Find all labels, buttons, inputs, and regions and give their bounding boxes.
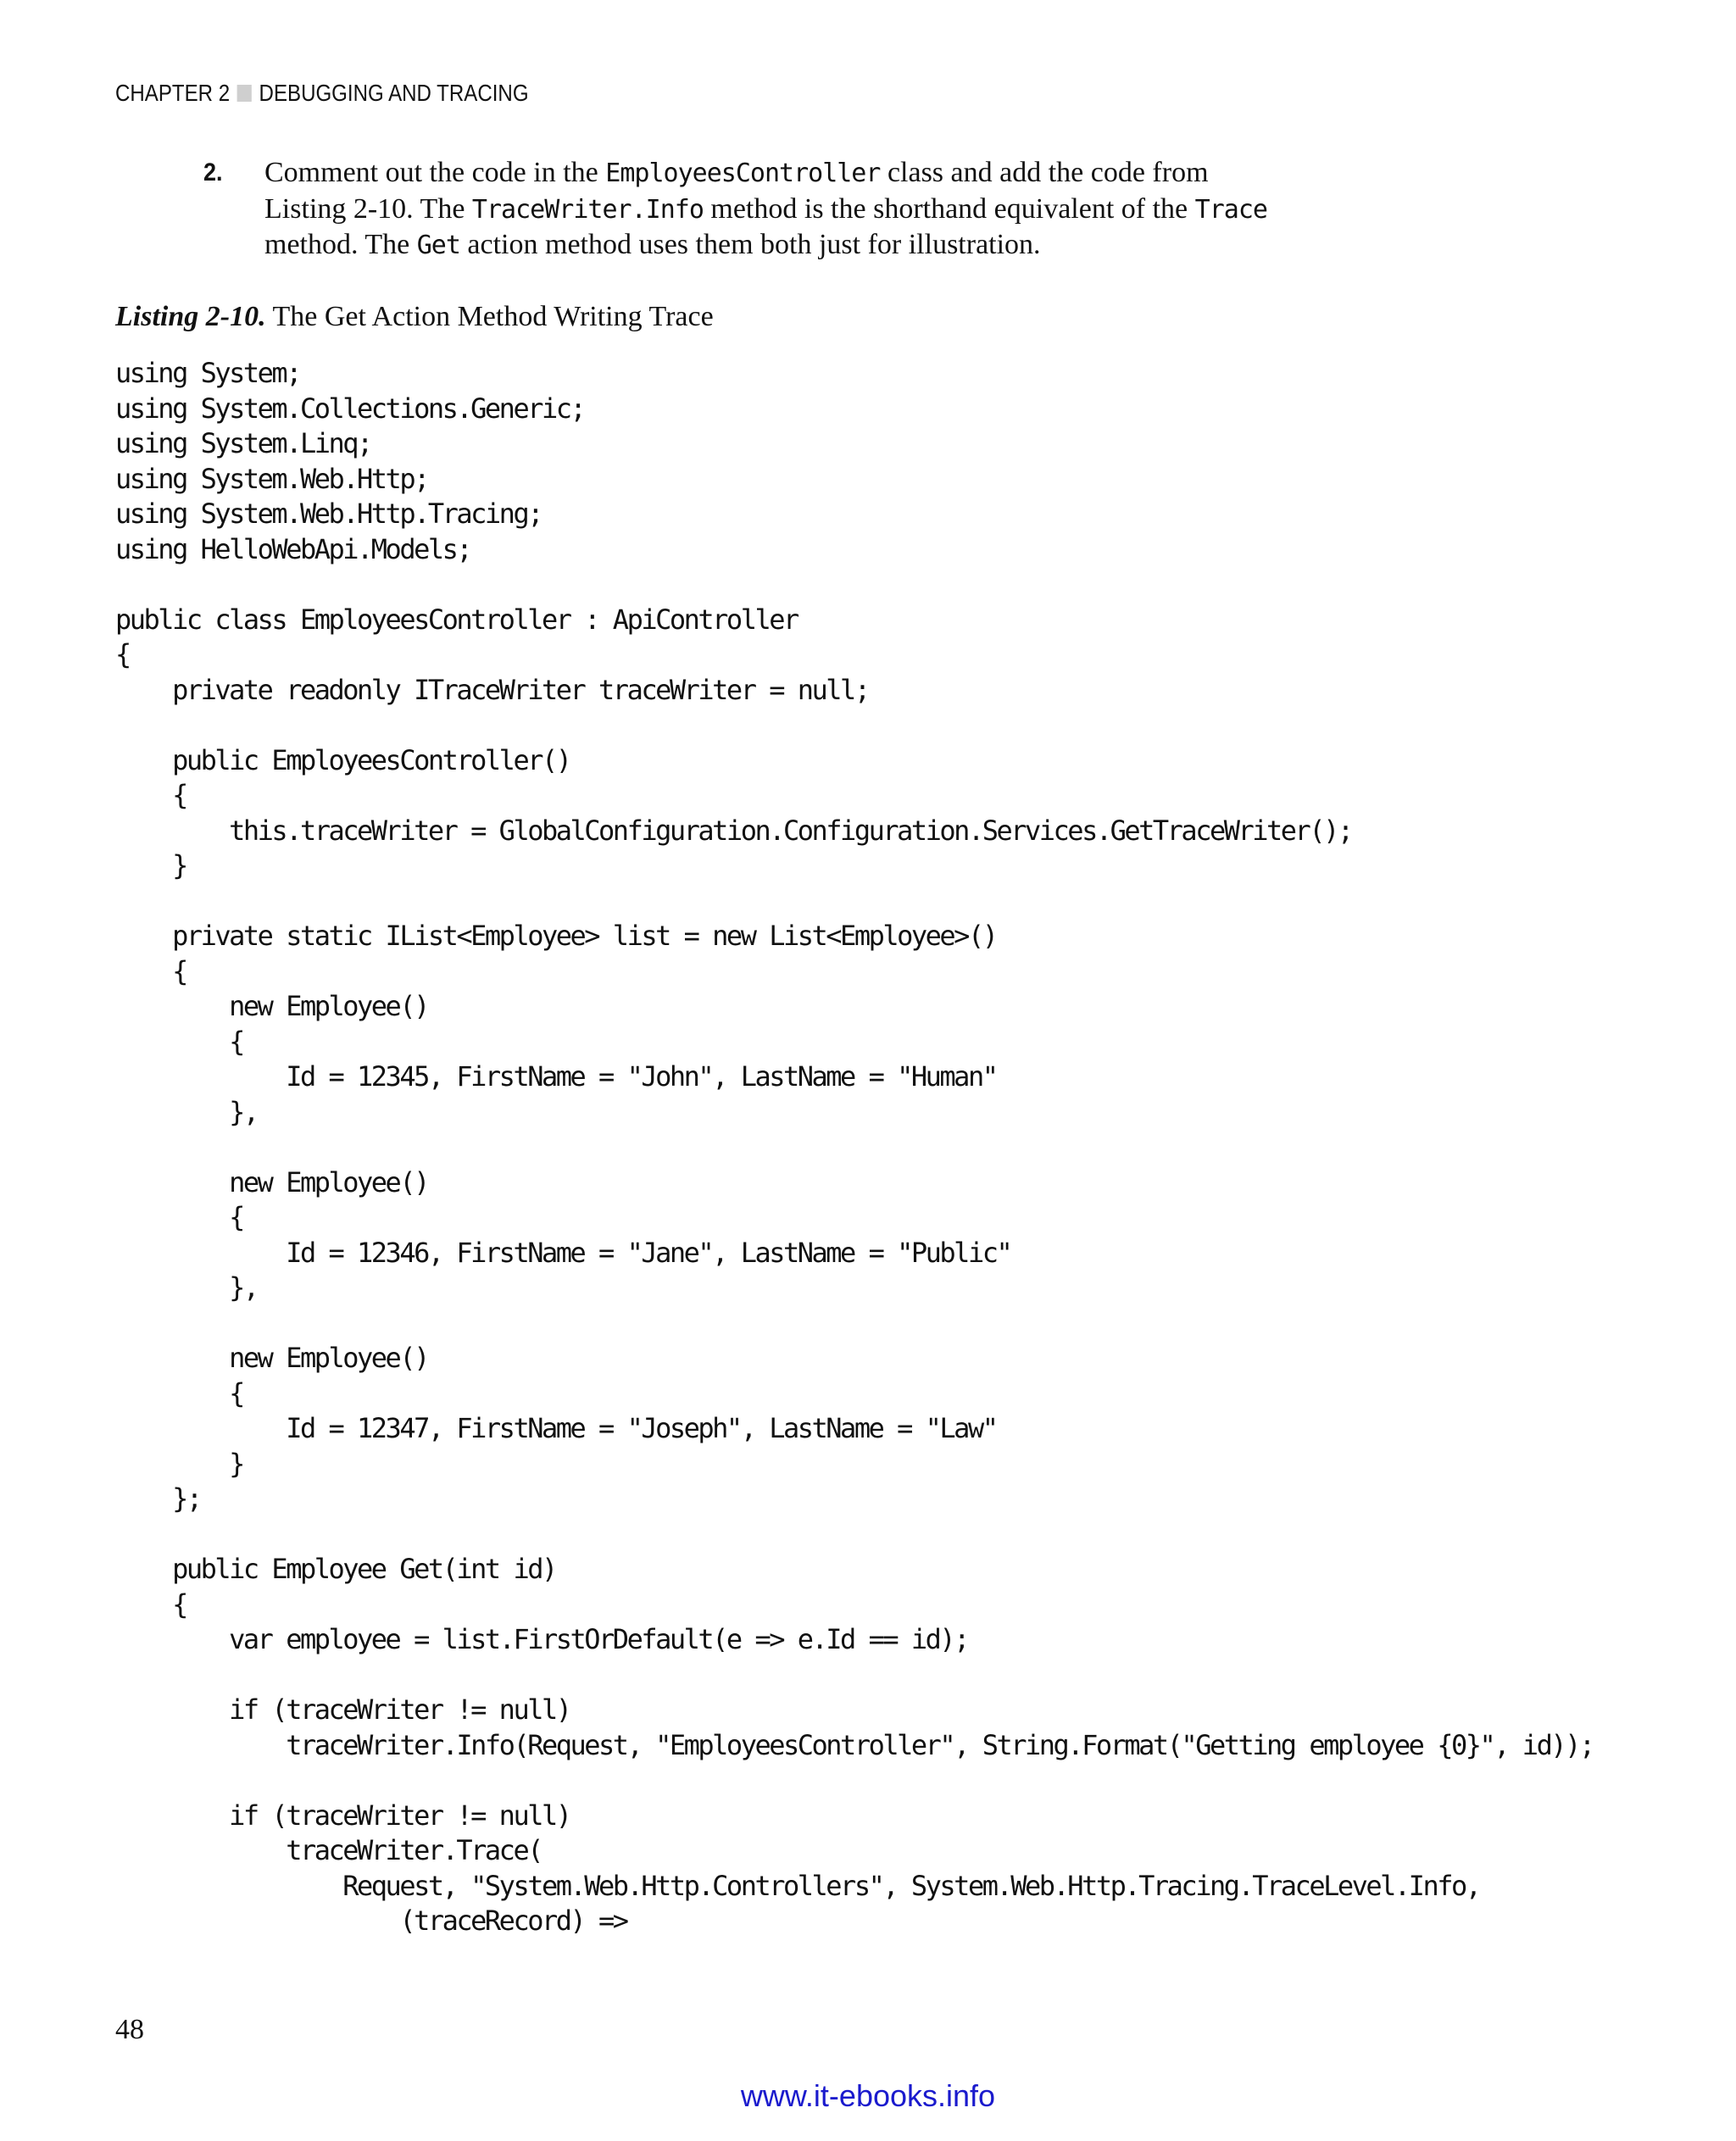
step-text bbox=[264, 155, 1366, 264]
chapter-label: CHAPTER 2 bbox=[115, 80, 231, 106]
code-line: public EmployeesController() bbox=[115, 743, 570, 776]
code-line bbox=[115, 567, 1594, 603]
code-line: { bbox=[115, 1376, 243, 1410]
code-line bbox=[115, 1658, 1594, 1693]
code-line bbox=[115, 1763, 1594, 1799]
code-line: Id = 12346, FirstName = "Jane", LastName = "Public" bbox=[115, 1236, 1011, 1269]
code-line: if (traceWriter != null) bbox=[115, 1799, 570, 1832]
code-line: using System; bbox=[115, 357, 300, 389]
code-line: new Employee() bbox=[115, 1342, 428, 1374]
code-line bbox=[115, 708, 1594, 743]
code-line: using System.Web.Http.Tracing; bbox=[115, 498, 542, 530]
code-line: new Employee() bbox=[115, 990, 428, 1022]
code-line: Request, "System.Web.Http.Controllers", System.Web.Http.Tracing.TraceLevel.Info, bbox=[115, 1869, 1480, 1902]
inline-code: Trace bbox=[1194, 194, 1267, 225]
code-line: using System.Linq; bbox=[115, 427, 371, 459]
code-line: }, bbox=[115, 1095, 258, 1128]
step-text-line bbox=[264, 227, 1366, 264]
step-text-run: class and add the code from bbox=[880, 157, 1209, 188]
inline-code: TraceWriter.Info bbox=[471, 194, 704, 225]
step-text-line bbox=[264, 155, 1366, 192]
code-line: Id = 12347, FirstName = "Joseph", LastName = "Law" bbox=[115, 1412, 997, 1444]
step-text-run: Comment out the code in the bbox=[264, 157, 606, 188]
code-line: }; bbox=[115, 1482, 201, 1515]
code-line: }, bbox=[115, 1271, 258, 1304]
code-line: traceWriter.Trace( bbox=[115, 1834, 542, 1866]
code-line bbox=[115, 1306, 1594, 1342]
code-line: private readonly ITraceWriter traceWriter = null; bbox=[115, 673, 869, 706]
code-line: var employee = list.FirstOrDefault(e => e.Id == id); bbox=[115, 1623, 968, 1655]
chapter-title: DEBUGGING AND TRACING bbox=[259, 80, 529, 106]
step-text-run: method is the shorthand equivalent of the bbox=[703, 192, 1195, 225]
code-line bbox=[115, 1517, 1594, 1553]
step-text-run: Listing 2-10. The bbox=[264, 192, 472, 225]
step-text-run: method. The bbox=[264, 229, 417, 260]
code-line: public Employee Get(int id) bbox=[115, 1553, 556, 1585]
listing-caption bbox=[115, 301, 714, 333]
listing-title: The Get Action Method Writing Trace bbox=[272, 301, 714, 332]
code-line: this.traceWriter = GlobalConfiguration.Configuration.Services.GetTraceWriter(); bbox=[115, 814, 1352, 847]
code-line: using HelloWebApi.Models; bbox=[115, 532, 471, 565]
code-line: } bbox=[115, 1447, 243, 1480]
code-line: new Employee() bbox=[115, 1165, 428, 1198]
listing-label: Listing 2-10. bbox=[115, 301, 266, 332]
step-text-line bbox=[264, 192, 1366, 228]
step-text-run: action method uses them both just for illustration. bbox=[459, 229, 1041, 260]
code-line: Id = 12345, FirstName = "John", LastName = "Human" bbox=[115, 1060, 997, 1093]
inline-code: EmployeesController bbox=[605, 158, 881, 188]
running-head bbox=[115, 80, 529, 107]
code-line: { bbox=[115, 954, 186, 987]
code-line: { bbox=[115, 638, 130, 670]
code-line: public class EmployeesController : ApiController bbox=[115, 603, 798, 636]
code-line: { bbox=[115, 779, 186, 811]
code-line: { bbox=[115, 1201, 243, 1233]
inline-code: Get bbox=[416, 231, 460, 260]
code-line: using System.Collections.Generic; bbox=[115, 392, 585, 425]
code-line: { bbox=[115, 1588, 186, 1621]
page-number: 48 bbox=[115, 2014, 144, 2045]
step-number: 2. bbox=[203, 158, 223, 186]
separator-square-icon bbox=[237, 85, 252, 102]
code-line bbox=[115, 884, 1594, 920]
code-line: { bbox=[115, 1025, 243, 1058]
code-line: (traceRecord) => bbox=[115, 1905, 627, 1937]
code-line: traceWriter.Info(Request, "EmployeesController", String.Format("Getting employee {0}", id)); bbox=[115, 1728, 1594, 1761]
code-line: } bbox=[115, 849, 186, 881]
code-listing bbox=[115, 356, 1594, 1939]
footer-website-link[interactable]: www.it-ebooks.info bbox=[740, 2078, 996, 2113]
code-line bbox=[115, 1130, 1594, 1165]
code-line: using System.Web.Http; bbox=[115, 462, 428, 495]
code-line: if (traceWriter != null) bbox=[115, 1693, 570, 1726]
code-line: private static IList<Employee> list = new List<Employee>() bbox=[115, 920, 997, 952]
